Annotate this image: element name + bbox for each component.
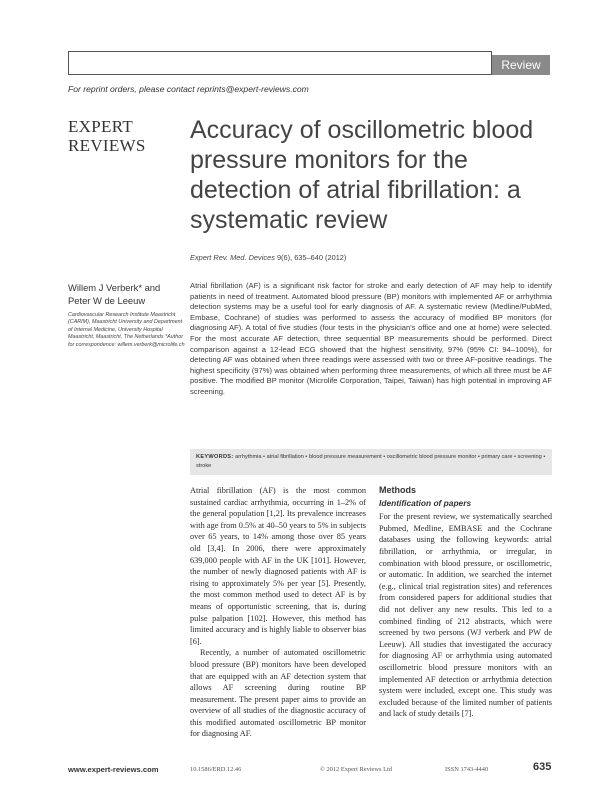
page-number: 635	[533, 761, 552, 773]
body-paragraph: For the present review, we systematically searched Pubmed, Medline, EMBASE and the Cochrane databases using the following keywords: atrial fibrillation, or arrhythmia, or irregular, in combination with blood pressure, or oscillometric, or automatic. In addition, we searched the internet (e.g., clinical trial registration sites) and references from considered papers for additional studies that did not deliver any new results. This led to a combined finding of 212 abstracts, which were screened by two persons (WJ verberk and PW de Leeuw). All studies that investigated the accuracy for diagnosing AF or arrhythmia using automated oscillometric blood pressure monitors with an implemented AF detection or arrhythmia detection system were included, except one. This study was excluded because of the limited number of patients and lack of study details [7].	[379, 512, 552, 719]
section-heading: Methods	[379, 485, 416, 495]
citation-details: 9(6), 635–640 (2012)	[274, 253, 347, 262]
body-column-right	[379, 485, 552, 720]
journal-logo	[68, 117, 168, 155]
footer-issn: ISSN 1743-4440	[445, 766, 489, 773]
citation-journal: Expert Rev. Med. Devices	[190, 253, 275, 262]
abstract: Atrial fibrillation (AF) is a significant risk factor for stroke and early detection of AF may help to identify patients in need of treatment. Automated blood pressure (BP) monitors with implemented AF or arrhythmia detection systems may be a useful tool for early diagnosis of AF. A systematic review (Medline/PubMed, Embase, Cochrane) of studies was performed to assess the accuracy of modified BP monitors (for diagnosing AF). A total of five studies (four tests in the physician's office and one at home) were selected. For the most accurate AF detection, three sequential BP measurements should be performed. Direct comparison against a 12-lead ECG showed that the highest sensitivity, 97% (95% CI: 94–100%), for detecting AF was obtained when three readings were assessed with two or three AF-positive readings. The highest specificity (97%) was obtained when performing three measurements, of which all three must be AF positive. The modified BP monitor (Microlife Corporation, Taipei, Taiwan) has high potential in improving AF screening.	[190, 281, 552, 396]
reprint-note: For reprint orders, please contact reprints@expert-reviews.com	[68, 84, 309, 94]
keywords-text: arrhythmia • atrial fibrillation • blood pressure measurement • oscillometric blood pressure monitor • primary care • screening • stroke	[196, 454, 546, 469]
footer-url[interactable]: www.expert-reviews.com	[68, 765, 159, 774]
logo-line-2: REVIEWS	[68, 136, 146, 155]
body-paragraph: Atrial fibrillation (AF) is the most common sustained cardiac arrhythmia, occurring in 1–2% of the general population [1,2]. Its prevalence increases with age from 0.5% at 40–50 years to 5% in subjects over 65 years, to 14% among those over 85 years old [3,4]. In 2006, there were approximately 639,000 people with AF in the UK [101]. However, the number of newly diagnosed patients with AF is rising to approximately 5% per year [5]. Presently, the most common method used to detect AF is by means of opportunistic screening, that is, during pulse palpation [102]. However, this method has limited accuracy and is highly liable to observer bias [6].	[190, 486, 366, 646]
article-title: Accuracy of oscillometric blood pressure monitors for the detection of atrial fibrillation: a systematic review	[190, 116, 534, 234]
body-paragraph: Recently, a number of automated oscillometric blood pressure (BP) monitors have been developed that are equipped with an AF detection system that allows AF screening during routine BP measurement. The present paper aims to provide an overview of all studies of the diagnostic accuracy of this modified automated oscillometric BP monitor for diagnosing AF.	[190, 648, 366, 739]
author-affiliation: Cardiovascular Research Institute Maastricht (CARIM), Maastricht University and Department of Internal Medicine, University Hospital Maastricht, Maastricht, The Netherlands *Author for correspondence: willem.verberk@microlife.ch	[68, 312, 185, 348]
header-bar	[68, 51, 492, 75]
subsection-heading: Identification of papers	[379, 497, 472, 508]
logo-line-1: EXPERT	[68, 117, 134, 136]
body-column-left	[190, 485, 366, 740]
footer-copyright: © 2012 Expert Reviews Ltd	[320, 766, 392, 773]
citation	[190, 253, 346, 262]
author-names: Willem J Verberk* and Peter W de Leeuw	[68, 282, 161, 306]
footer-doi: 10.1586/ERD.12.46	[190, 766, 242, 773]
keywords-box	[190, 449, 552, 475]
keywords-label: KEYWORDS:	[196, 454, 234, 460]
section-label: Review	[492, 55, 550, 75]
